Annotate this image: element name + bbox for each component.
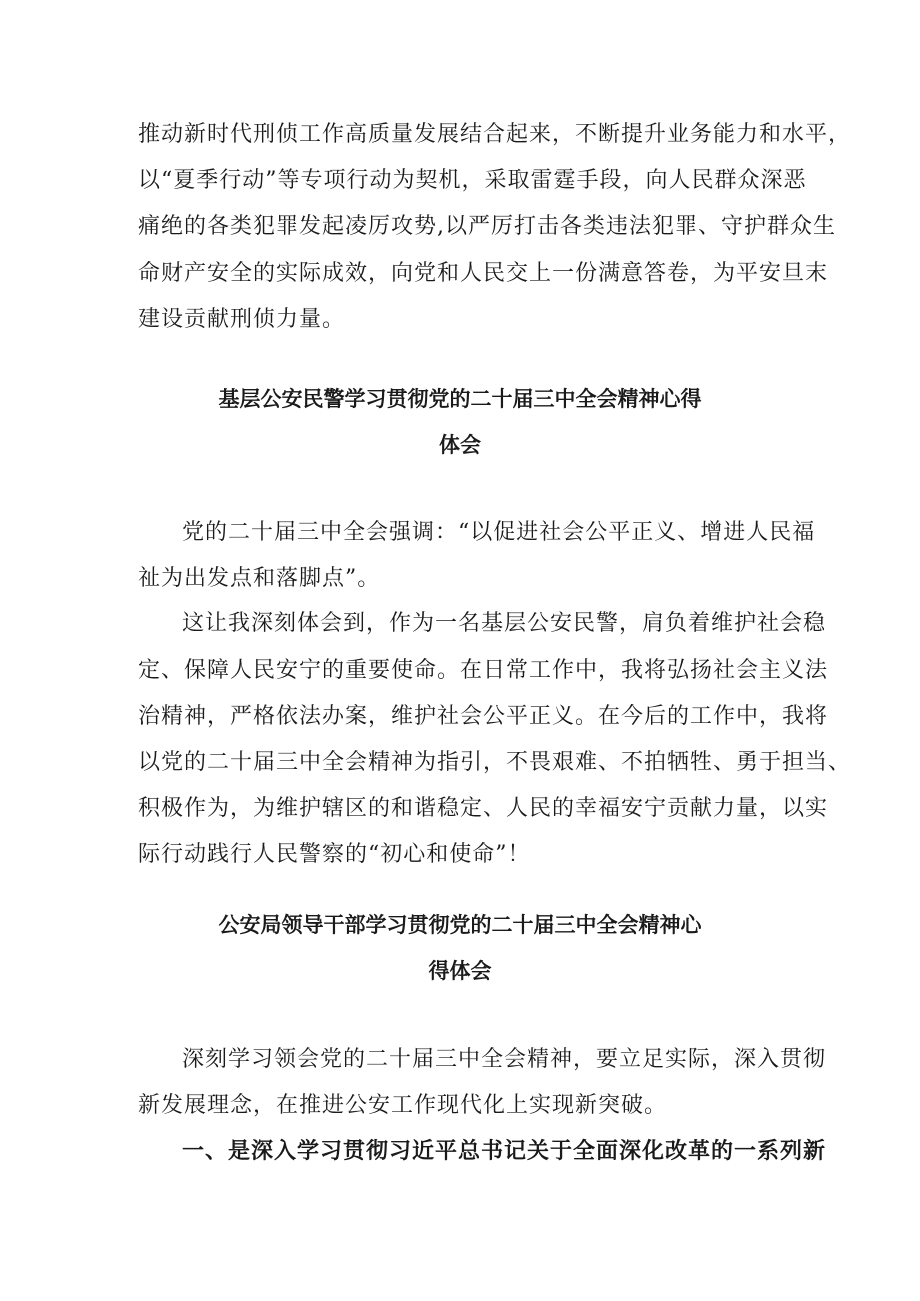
text-line: 以“夏季行动”等专项行动为契机，采取雷霆手段，向人民群众深恶 bbox=[138, 168, 807, 193]
text-line: 推动新时代刑侦工作高质量发展结合起来，不断提升业务能力和水平， bbox=[138, 122, 852, 147]
text-line: 新发展理念，在推进公安工作现代化上实现新突破。 bbox=[138, 1093, 668, 1118]
text-line: 积极作为，为维护辖区的和谐稳定、人民的幸福安宁贡献力量，以实 bbox=[138, 796, 829, 821]
text-line: 建设贡献刑侦力量。 bbox=[138, 307, 346, 332]
text-line: 际行动践行人民警察的“初心和使命”！ bbox=[138, 842, 531, 867]
text-line: 这让我深刻体会到，作为一名基层公安民警，肩负着维护社会稳 bbox=[182, 611, 827, 636]
text-line: 痛绝的各类犯罪发起凌厉攻势,以严厉打击各类违法犯罪、守护群众生 bbox=[138, 214, 836, 239]
section-title-line: 体会 bbox=[439, 433, 481, 457]
text-line: 党的二十届三中全会强调：“以促进社会公平正义、增进人民福 bbox=[182, 520, 816, 545]
numbered-heading-line: 一、是深入学习贯彻习近平总书记关于全面深化改革的一系列新 bbox=[182, 1139, 827, 1164]
text-line: 祉为出发点和落脚点”。 bbox=[138, 566, 381, 591]
section-title-line: 公安局领导干部学习贯彻党的二十届三中全会精神心 bbox=[218, 913, 702, 937]
text-line: 定、保障人民安宁的重要使命。在日常工作中，我将弘扬社会主义法 bbox=[138, 658, 829, 683]
section-title-line: 得体会 bbox=[428, 959, 492, 983]
section-title-line: 基层公安民警学习贯彻党的二十届三中全会精神心得 bbox=[218, 387, 702, 411]
text-line: 治精神，严格依法办案，维护社会公平正义。在今后的工作中，我将 bbox=[138, 704, 829, 729]
text-line: 以党的二十届三中全会精神为指引，不畏艰难、不拍牺牲、勇于担当、 bbox=[138, 750, 852, 775]
text-line: 命财产安全的实际成效，向党和人民交上一份满意答卷，为平安旦末 bbox=[138, 261, 829, 286]
text-line: 深刻学习领会党的二十届三中全会精神，要立足实际，深入贯彻 bbox=[182, 1047, 827, 1072]
